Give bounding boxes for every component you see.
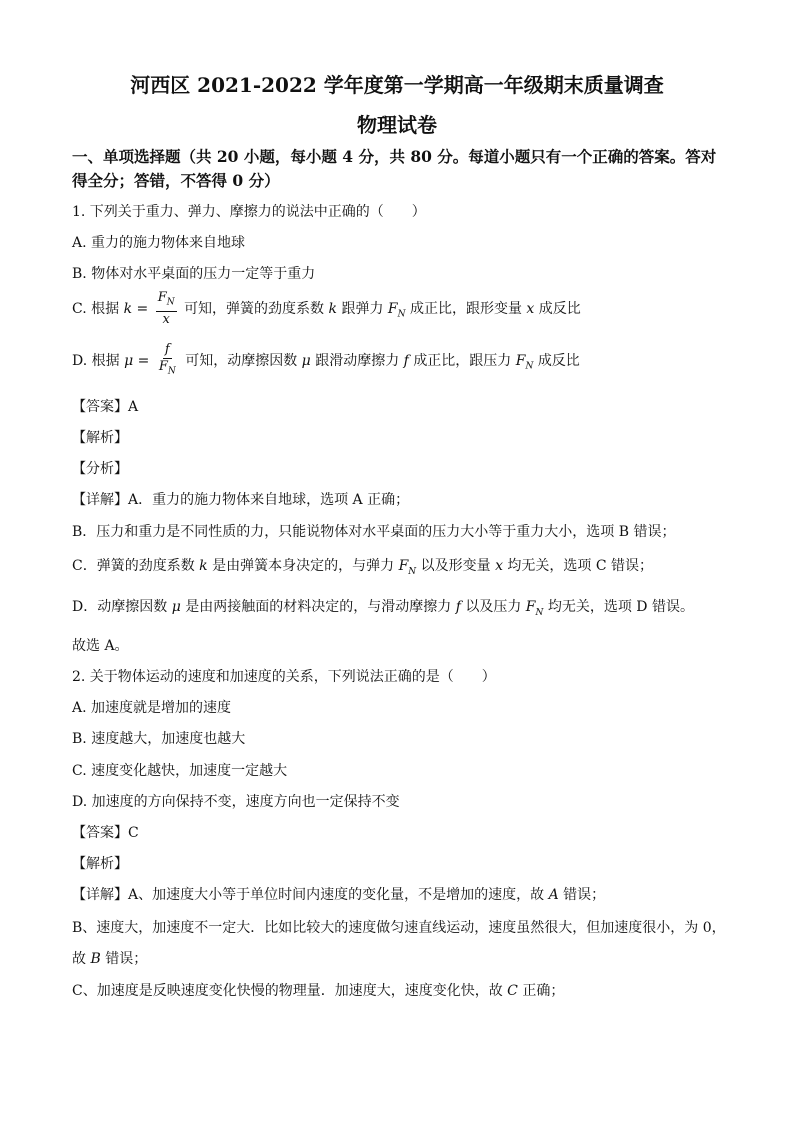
- q1-option-d-mid: 跟滑动摩擦力: [315, 352, 400, 369]
- q2-option-c: C. 速度变化越快，加速度一定越大: [72, 763, 288, 779]
- q1-option-c-end: 成反比: [538, 300, 581, 317]
- math-N-sub: N: [166, 297, 175, 308]
- q1-detail-c-end: 均无关，选项 C 错误；: [507, 558, 654, 574]
- q2-stem: 2. 关于物体运动的速度和加速度的关系，下列说法正确的是（ ）: [72, 669, 496, 685]
- math-B: B: [90, 951, 101, 967]
- math-x: x: [526, 300, 535, 317]
- q1-option-d-mid2: 成正比，跟压力: [413, 352, 512, 369]
- math-F: F: [398, 558, 409, 574]
- math-x: x: [495, 558, 503, 574]
- q1-detail-c: [72, 557, 653, 581]
- q1-option-c-post: 可知，弹簧的劲度系数: [184, 300, 325, 317]
- q2-detail-c: [72, 982, 564, 1000]
- q1-option-b: B. 物体对水平桌面的压力一定等于重力: [72, 266, 316, 282]
- q2-option-b: B. 速度越大，加速度也越大: [72, 731, 246, 747]
- q2-detail-b-line2: [72, 950, 147, 968]
- math-eq: =: [136, 300, 149, 317]
- math-k: k: [199, 558, 208, 574]
- math-A: A: [548, 887, 559, 903]
- q2-detail-a-pre: 【详解】A、加速度大小等于单位时间内速度的变化量，不是增加的速度，故: [72, 887, 545, 903]
- q1-detail-d-mid: 是由两接触面的材料决定的，与滑动摩擦力: [185, 599, 452, 615]
- math-N-sub: N: [167, 366, 176, 377]
- math-N-sub: N: [408, 566, 417, 577]
- q2-detail-b-end: 错误；: [105, 951, 148, 967]
- q1-detail-d-end: 均无关，选项 D 错误。: [547, 599, 694, 615]
- q1-option-c: [72, 290, 581, 332]
- section-heading-line1: 一、单项选择题（共 20 小题，每小题 4 分，共 80 分。每道小题只有一个正确的答案。答对: [72, 147, 717, 166]
- q2-detail-c-pre: C、加速度是反映速度变化快慢的物理量．加速度大，速度变化快，故: [72, 983, 503, 999]
- q1-option-c-mid: 跟弹力: [341, 300, 384, 317]
- q1-option-d-post: 可知，动摩擦因数: [185, 352, 298, 369]
- math-mu: μ: [171, 599, 181, 615]
- q2-detail-a: [72, 886, 605, 904]
- q1-option-d-pre: D. 根据: [72, 352, 120, 369]
- q1-option-a: A. 重力的施力物体来自地球: [72, 235, 246, 251]
- q2-option-a: A. 加速度就是增加的速度: [72, 700, 232, 716]
- math-f: f: [403, 352, 409, 369]
- q1-detail-d-mid2: 以及压力: [465, 599, 522, 615]
- q1-detail-c-mid: 是由弹簧本身决定的，与弹力: [212, 558, 395, 574]
- q1-conclusion: 故选 A。: [72, 638, 129, 654]
- q2-detail-c-end: 正确；: [522, 983, 565, 999]
- q1-option-d-end: 成反比: [537, 352, 580, 369]
- q2-answer: 【答案】C: [72, 825, 139, 841]
- fraction-numerator: f: [164, 342, 170, 357]
- q2-analysis-label: 【解析】: [72, 856, 128, 872]
- math-F: F: [515, 352, 526, 369]
- q1-analysis-label: 【解析】: [72, 430, 128, 446]
- q1-option-c-pre: C. 根据: [72, 300, 120, 317]
- q1-detail-d: [72, 598, 694, 622]
- q1-detail-c-mid2: 以及形变量: [420, 558, 491, 574]
- section-heading-line2: 得全分；答错，不答得 0 分）: [72, 171, 280, 190]
- math-C: C: [507, 983, 518, 999]
- q2-option-d: D. 加速度的方向保持不变，速度方向也一定保持不变: [72, 794, 400, 810]
- q1-fenxi-label: 【分析】: [72, 461, 128, 477]
- math-k: k: [123, 300, 133, 317]
- page-title: 河西区 2021-2022 学年度第一学期高一年级期末质量调查: [130, 73, 664, 97]
- math-F: F: [525, 599, 536, 615]
- q1-stem: 1. 下列关于重力、弹力、摩擦力的说法中正确的（ ）: [72, 204, 426, 220]
- fraction-denominator: x: [162, 311, 170, 327]
- page-subtitle: 物理试卷: [357, 113, 437, 137]
- math-N-sub: N: [397, 309, 406, 320]
- fraction-numerator: [156, 290, 177, 312]
- fraction-denominator: [157, 359, 178, 380]
- math-eq: =: [137, 352, 150, 369]
- math-F: F: [158, 359, 168, 374]
- math-f: f: [455, 599, 461, 615]
- q1-option-c-mid2: 成正比，跟形变量: [409, 300, 522, 317]
- q2-detail-b-line1: B、速度大，加速度不一定大．比如比较大的速度做匀速直线运动，速度虽然很大，但加速度很小，为 0，: [72, 920, 726, 936]
- math-mu: μ: [301, 352, 311, 369]
- formula-k-fraction: [156, 290, 177, 328]
- q1-detail-c-pre: C．弹簧的劲度系数: [72, 558, 195, 574]
- q1-answer: 【答案】A: [72, 399, 139, 415]
- q1-detail-d-pre: D．动摩擦因数: [72, 599, 168, 615]
- q1-detail-a: 【详解】A．重力的施力物体来自地球，选项 A 正确；: [72, 492, 410, 508]
- math-k: k: [328, 300, 337, 317]
- math-F: F: [387, 300, 398, 317]
- formula-mu-fraction: [157, 342, 178, 380]
- q2-detail-b-pre: 故: [72, 951, 86, 967]
- math-N-sub: N: [525, 361, 534, 372]
- math-N-sub: N: [535, 607, 544, 618]
- q2-detail-a-end: 错误；: [563, 887, 606, 903]
- q1-detail-b: B．压力和重力是不同性质的力，只能说物体对水平桌面的压力大小等于重力大小，选项 B 错误；: [72, 524, 676, 540]
- math-mu: μ: [124, 352, 134, 369]
- q1-option-d: [72, 342, 580, 384]
- math-F: F: [157, 290, 167, 305]
